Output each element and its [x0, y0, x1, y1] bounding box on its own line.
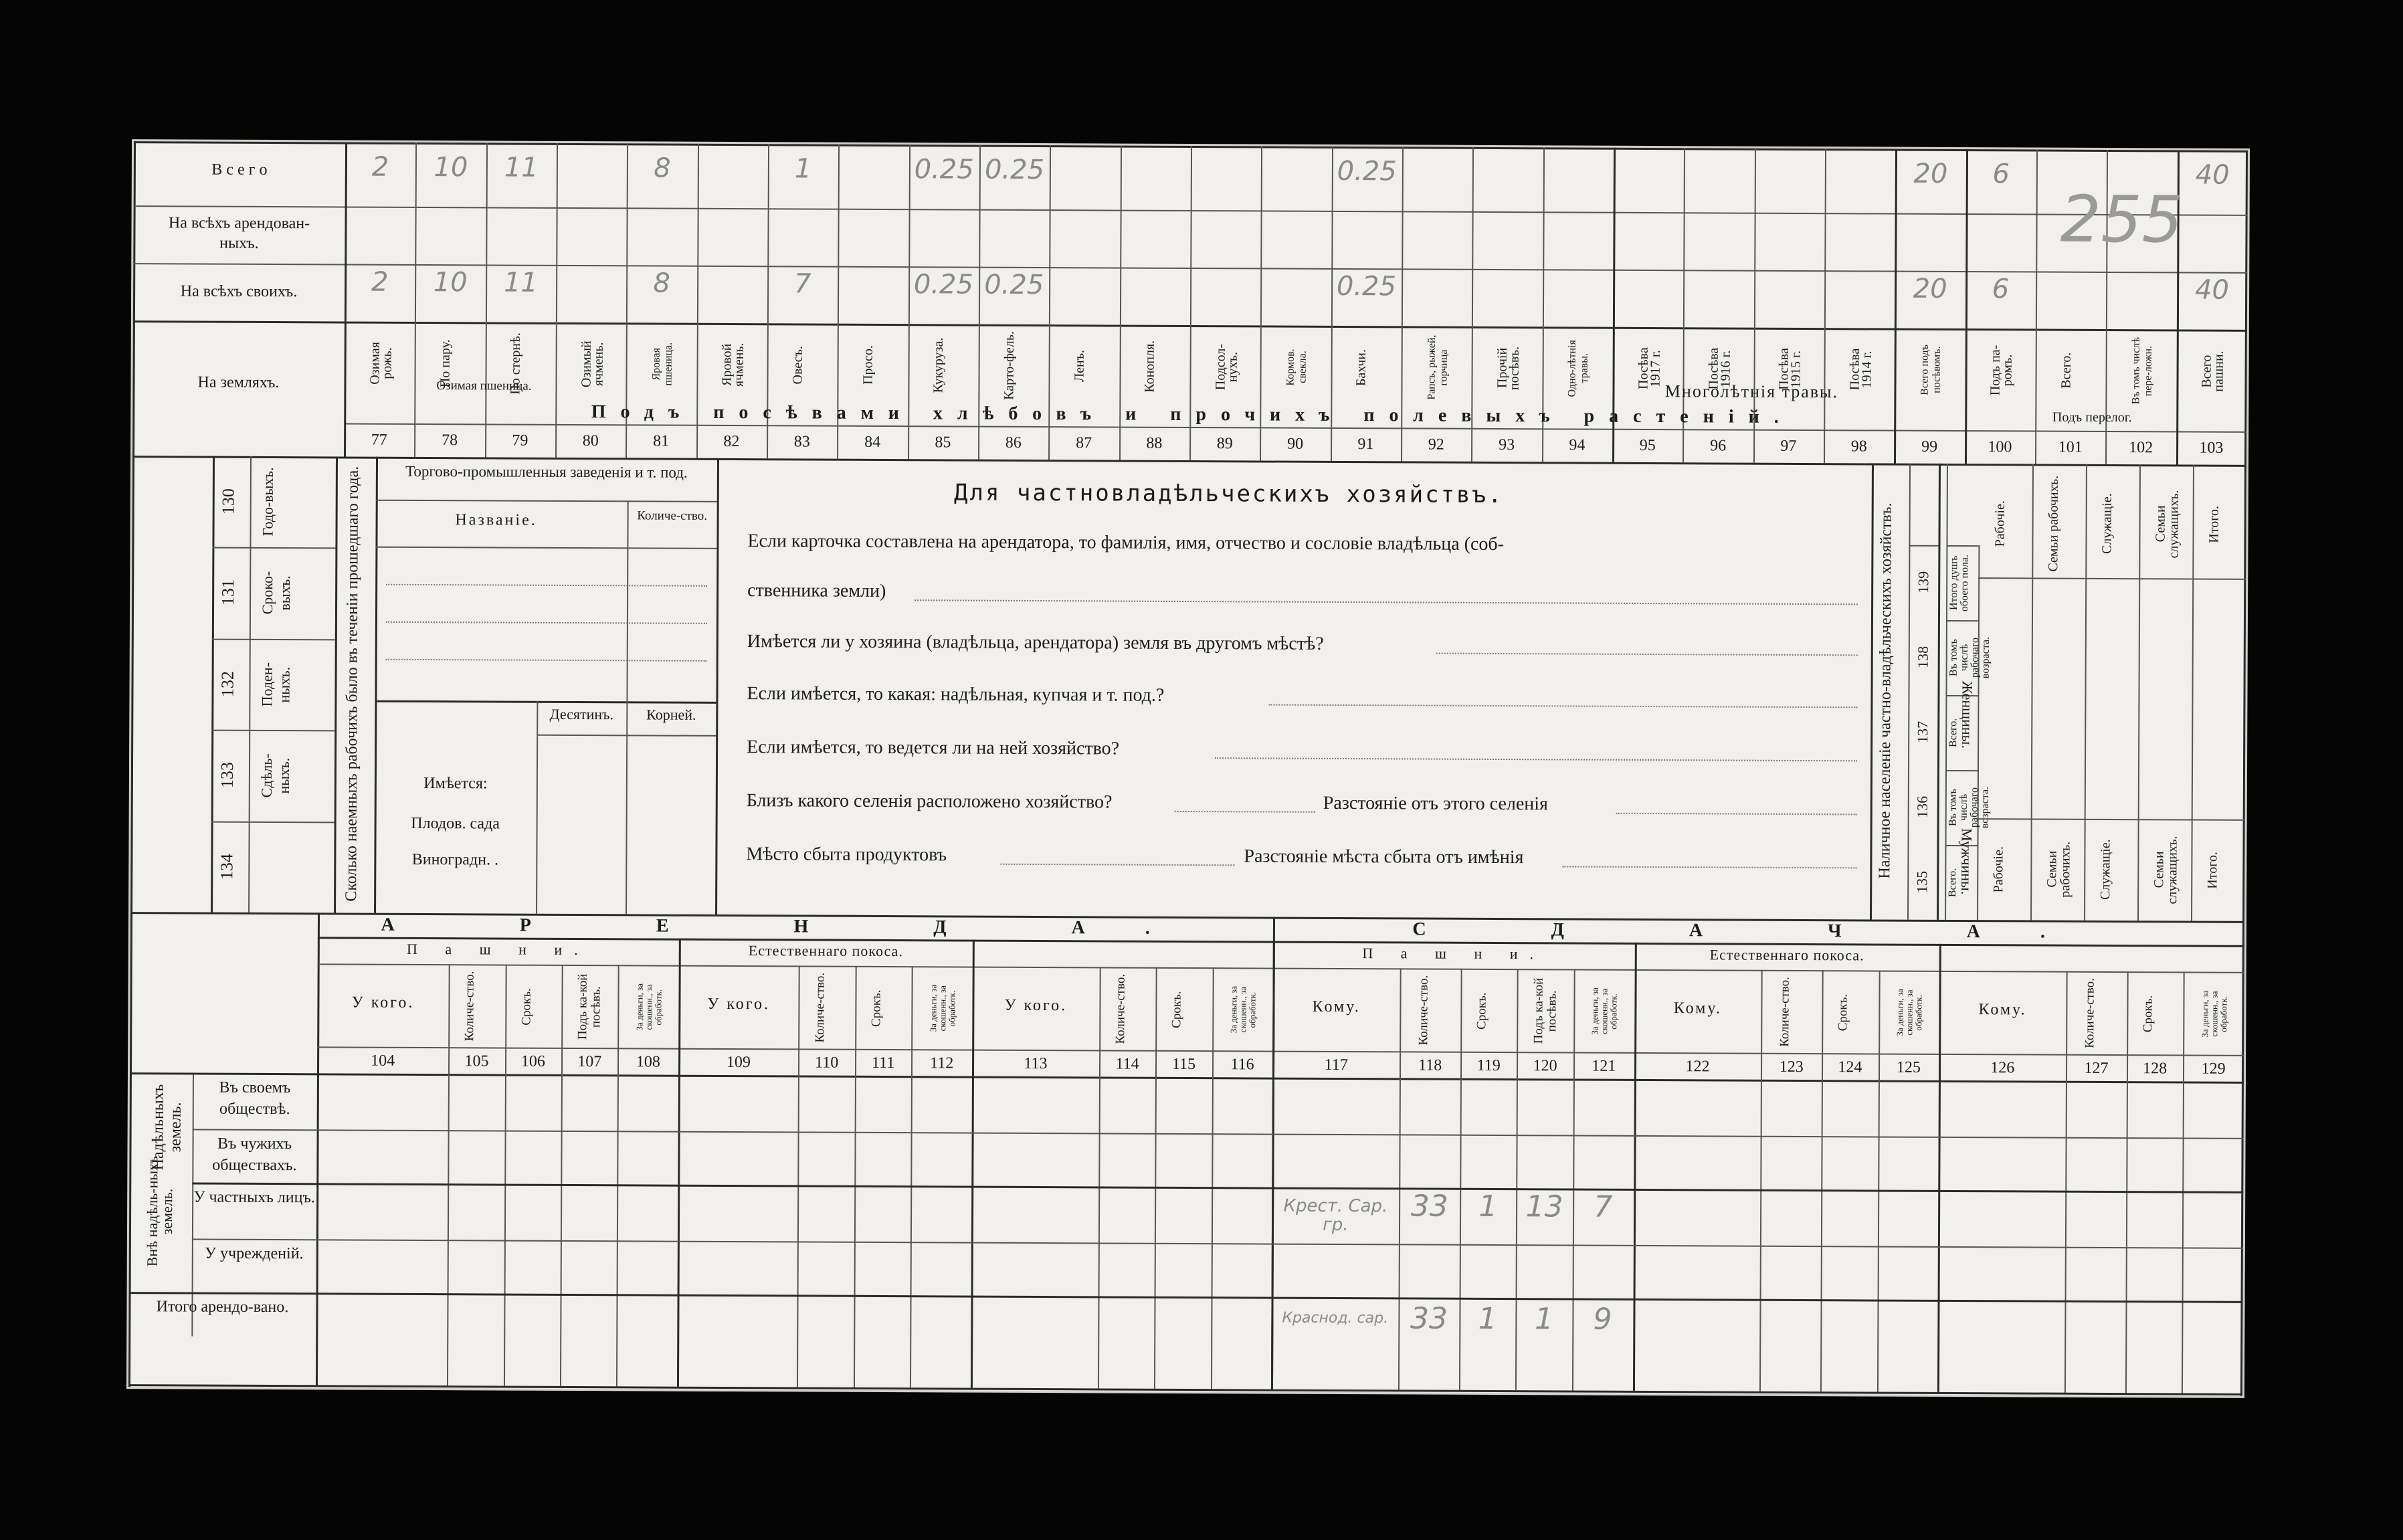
crop-column-header: Всего подъ посѣвомъ.: [1919, 344, 1943, 395]
arenda-col-header: За деньги, за скошенн., за обработк.: [2199, 990, 2229, 1038]
arenda-col-number: 121: [1592, 1057, 1616, 1075]
dotted-line: [1436, 653, 1858, 656]
arenda-col-header: Кому.: [1312, 997, 1361, 1016]
rule: [2084, 464, 2087, 921]
rule: [1211, 967, 1214, 1389]
rule: [504, 965, 507, 1386]
rule: [1870, 463, 1874, 919]
rule: [1877, 971, 1880, 1392]
crop-column-number: 92: [1428, 436, 1444, 454]
arenda-col-number: 126: [1990, 1059, 2015, 1077]
ozimaya-pshenitsa: Озимая пшеница.: [436, 379, 532, 393]
handwritten-svoi-value: 2: [371, 266, 389, 298]
rule: [1515, 969, 1519, 1390]
arenda-col-number: 112: [930, 1054, 954, 1072]
rule: [2182, 971, 2185, 1393]
handwritten-svoi-value: 20: [1913, 273, 1947, 304]
border-left: [128, 141, 136, 1387]
crop-column-header: Всего пашни.: [2199, 350, 2227, 392]
worker-col-number: 132: [217, 671, 237, 698]
rule: [910, 966, 913, 1387]
handwritten-itogo-entry: 1: [1534, 1302, 1554, 1337]
row-label-arend-2: ныхъ.: [219, 234, 259, 252]
population-right-top-label: Семьи рабочихъ.: [2046, 475, 2061, 572]
worker-col-number: 134: [217, 853, 237, 880]
rule: [192, 1239, 2243, 1249]
crop-column-header: Подсол-нухъ.: [1213, 343, 1240, 390]
rule: [211, 821, 334, 823]
rule: [626, 500, 628, 701]
population-right-bottom-label: Рабочіе.: [1991, 846, 2006, 892]
q3: Если имѣется, то какая: надѣльная, купчая и т. под.?: [747, 683, 1165, 706]
rule: [211, 456, 215, 912]
crop-column-header: Всего.: [2058, 352, 2074, 389]
rule: [1098, 967, 1101, 1388]
population-col-number: 137: [1914, 721, 1931, 744]
row-label-vsego: В с е г о: [211, 161, 268, 179]
arenda-col-number: 105: [464, 1052, 489, 1070]
arenda-row-label: Въ своемъ обществѣ.: [219, 1078, 291, 1119]
population-col-number: 136: [1913, 796, 1931, 819]
crop-column-number: 100: [1988, 438, 2012, 456]
arenda-col-number: 109: [726, 1053, 751, 1072]
population-right-bottom-label: Семьи рабочихъ.: [2044, 841, 2073, 898]
crop-column-header: По пару.: [438, 339, 453, 388]
dotted-line: [386, 659, 707, 662]
dotted-line: [386, 584, 707, 587]
crop-column-number: 94: [1569, 436, 1585, 454]
handwritten-svoi-value: 0.25: [984, 269, 1044, 301]
pod-perelog: Подъ перелог.: [2052, 409, 2132, 425]
worker-col-label: Сдѣль-ныхъ.: [258, 753, 293, 798]
rule: [447, 964, 450, 1385]
handwritten-itogo-entry: 9: [1593, 1302, 1612, 1337]
crop-column-header: Конопля.: [1142, 340, 1158, 393]
crop-column-number: 95: [1639, 436, 1656, 455]
rule: [797, 965, 800, 1387]
population-right-bottom-label: Служащіе.: [2098, 839, 2113, 900]
handwritten-vsego-value: 6: [1992, 159, 2010, 190]
crop-column-number: 86: [1005, 434, 1022, 452]
handwritten-sdacha-entry: 33: [1410, 1189, 1448, 1224]
arenda-col-header: У кого.: [351, 993, 415, 1012]
arenda-row-label: Въ чужихъ обществахъ.: [212, 1135, 297, 1175]
crop-column-number: 90: [1287, 435, 1304, 453]
arenda-col-header: Срокъ.: [869, 989, 884, 1027]
rule: [212, 547, 335, 549]
desyatin-header: Десятинъ.: [549, 705, 614, 723]
q6b: Разстояніе мѣста сбыта отъ имѣнія: [1244, 846, 1524, 868]
arenda-col-header: За деньги, за скошенн., за обработк.: [1590, 987, 1619, 1035]
arenda-col-number: 106: [520, 1052, 545, 1070]
rule: [1459, 969, 1462, 1390]
crop-column-number: 80: [582, 432, 599, 450]
handwritten-svoi-value: 6: [1992, 274, 2010, 305]
dotted-line: [915, 599, 1858, 605]
crop-column-header: Въ томъ числѣ пере-ложн.: [2130, 337, 2154, 405]
population-sub-label: Всего.: [1947, 718, 1959, 747]
rule: [1820, 970, 1824, 1391]
handwritten-svoi-value: 40: [2194, 274, 2230, 306]
handwritten-sdacha-entry: Крест. Сар. гр.: [1283, 1195, 1388, 1236]
mnogoletnie-travy: Многолѣтнія травы.: [1664, 381, 1839, 402]
arenda-col-header: Количе-ство.: [1777, 977, 1792, 1048]
population-col-number: 139: [1915, 571, 1932, 594]
arenda-col-number: 115: [1171, 1055, 1196, 1074]
census-card: [128, 141, 2248, 1396]
arenda-col-header: Срокъ.: [1169, 991, 1185, 1028]
population-sub-label: Итого душъ обоего пола.: [1948, 554, 1971, 611]
rule: [1978, 818, 2245, 821]
handwritten-svoi-value: 0.25: [913, 269, 974, 300]
crop-column-header: Овесъ.: [790, 345, 805, 385]
crop-column-number: 87: [1076, 434, 1092, 452]
arenda-col-number: 108: [636, 1053, 660, 1071]
rule: [536, 701, 538, 914]
row-label-zemli: На земляхъ.: [197, 373, 280, 392]
rule: [560, 965, 563, 1386]
rule: [1154, 967, 1157, 1389]
handwritten-sdacha-entry: 7: [1594, 1189, 1613, 1224]
arenda-col-header: За деньги, за скошенн., за обработк.: [634, 983, 664, 1031]
crop-column-header: По стернѣ.: [508, 332, 524, 395]
rule: [1946, 620, 1978, 621]
rule: [626, 701, 628, 914]
worker-col-label: Сроко-выхъ.: [258, 571, 294, 615]
crop-column-number: 77: [371, 431, 387, 449]
arenda-col-number: 110: [815, 1054, 839, 1072]
arenda-col-number: 104: [371, 1052, 395, 1070]
crop-column-number: 82: [723, 432, 740, 451]
population-right-top-label: Семьи служащихъ.: [2153, 490, 2182, 559]
arenda-col-header: Количе-ство.: [2082, 978, 2097, 1049]
q5b: Разстояніе отъ этого селенія: [1323, 792, 1548, 815]
rule: [1572, 969, 1575, 1391]
handwritten-itogo-entry: 1: [1478, 1301, 1497, 1337]
q1a: Если карточка составлена на арендатора, то фамилія, имя, отчество и сословіе владѣльца (соб-: [747, 531, 1505, 555]
arenda-col-header: Кому.: [1673, 999, 1723, 1018]
handwritten-sdacha-entry: 13: [1525, 1189, 1563, 1224]
sowing-banner: Подъ посѣвами хлѣбовъ и прочихъ полевыхъ растеній.: [591, 401, 1794, 427]
crop-column-number: 93: [1499, 436, 1515, 454]
population-sub-label: Въ томъ числѣ рабочаго возраста.: [1947, 787, 1991, 829]
arenda-col-header: Срокъ.: [2141, 995, 2155, 1033]
crop-column-number: 101: [2058, 438, 2083, 456]
population-side-label: Наличное населеніе частно-владѣльческихъ хозяйствъ.: [1876, 502, 1895, 879]
arenda-col-header: Срокъ.: [519, 987, 534, 1026]
q6a: Мѣсто сбыта продуктовъ: [746, 844, 947, 866]
arenda-col-header: Количе-ство.: [1416, 975, 1431, 1046]
dotted-line: [1616, 813, 1857, 815]
q5a: Близъ какого селенія расположено хозяйство?: [746, 790, 1113, 813]
rule: [1946, 545, 1978, 547]
q4: Если имѣется, то ведется ли на ней хозяйство?: [747, 737, 1120, 759]
arenda-row-label: У частныхъ лицъ.: [193, 1188, 315, 1207]
crop-column-header: Посѣва 1916 г.: [1706, 348, 1733, 390]
handwritten-vsego-value: 2: [371, 151, 389, 183]
sad-label: Плодов. сада: [411, 814, 500, 833]
arenda-col-number: 116: [1230, 1056, 1254, 1074]
crop-column-number: 88: [1146, 434, 1163, 452]
trade-qty-header: Количе-ство.: [637, 508, 708, 523]
arenda-col-number: 117: [1324, 1056, 1349, 1074]
handwritten-vsego-value: 0.25: [914, 154, 974, 185]
rule: [715, 458, 719, 915]
crop-column-number: 81: [653, 432, 670, 450]
crop-column-header: Рапсъ, рыжей, горчица: [1426, 335, 1450, 401]
arenda-col-header: У кого.: [707, 995, 771, 1014]
group-header: Естественнаго покоса.: [748, 942, 903, 960]
rule: [318, 963, 2244, 973]
population-col-number: 135: [1913, 871, 1931, 894]
arenda-col-number: 118: [1418, 1056, 1442, 1074]
border-bottom: [128, 1384, 2242, 1395]
crop-column-number: 98: [1850, 438, 1867, 456]
dotted-line: [1175, 811, 1315, 813]
arenda-col-header: Подъ ка-кой посѣвъ.: [575, 973, 603, 1040]
rule: [1398, 968, 1402, 1389]
rule: [2030, 464, 2034, 921]
rule: [1945, 770, 1978, 771]
crop-column-number: 102: [2129, 439, 2153, 457]
worker-col-number: 130: [218, 488, 238, 515]
crop-column-number: 97: [1780, 437, 1797, 455]
rule: [212, 638, 335, 640]
population-right-top-label: Итого.: [2206, 505, 2222, 543]
population-right-bottom-label: Семьи служащихъ.: [2151, 836, 2180, 904]
rule: [2191, 465, 2194, 921]
crop-column-header: Карто-фель.: [1001, 331, 1017, 401]
crop-column-header: Яровая пшеница.: [650, 343, 674, 387]
arenda-row-label: Итого арендо-вано.: [156, 1298, 289, 1317]
arenda-col-header: Количе-ство.: [1113, 974, 1128, 1044]
arenda-col-number: 123: [1779, 1058, 1804, 1076]
arenda-col-header: У кого.: [1004, 996, 1068, 1015]
crop-column-header: Кормов. свекла.: [1284, 348, 1309, 386]
handwritten-vsego-value: 11: [504, 152, 539, 183]
q1b: ственника земли): [747, 580, 886, 602]
crop-column-header: Одно-лѣтнія травы.: [1566, 339, 1591, 397]
population-right-bottom-label: Итого.: [2205, 851, 2220, 889]
arenda-col-number: 127: [2084, 1059, 2109, 1078]
handwritten-svoi-value: 0.25: [1336, 270, 1397, 302]
handwritten-vsego-value: 10: [434, 152, 468, 183]
worker-col-label: [258, 828, 325, 906]
population-right-top-label: Служащіе.: [2099, 493, 2115, 555]
crop-column-number: 99: [1921, 438, 1938, 456]
workers-side-label: Сколько наемныхъ рабочихъ было въ теченіи прошедшаго года.: [343, 466, 362, 902]
crop-column-header: Ленъ.: [1072, 350, 1087, 383]
rule: [1978, 577, 2246, 580]
rule: [192, 1183, 2243, 1193]
worker-col-number: 131: [218, 579, 238, 606]
private-heading: Для частновладѣльческихъ хозяйствъ.: [953, 479, 1504, 509]
arenda-col-header: Количе-ство.: [812, 973, 828, 1044]
crop-column-header: Прочій посѣвъ.: [1495, 346, 1522, 390]
rule: [375, 700, 716, 704]
crop-column-header: Озимая рожь.: [367, 341, 395, 385]
rule: [2064, 971, 2068, 1393]
rule: [1759, 970, 1763, 1391]
handwritten-svoi-value: 10: [433, 267, 468, 298]
handwritten-svoi-value: 8: [653, 268, 670, 299]
arenda-col-header: Подъ ка-кой посѣвъ.: [1531, 977, 1559, 1044]
worker-col-label: Поден-ныхъ.: [258, 662, 293, 707]
arenda-col-number: 120: [1533, 1057, 1557, 1075]
q2: Имѣется ли у хозяина (владѣльца, арендатора) земля въ другомъ мѣстѣ?: [747, 631, 1324, 654]
crop-column-header: Подъ па-ромъ.: [1988, 345, 2016, 396]
arenda-col-number: 125: [1896, 1058, 1921, 1076]
arenda-col-header: Количе-ство.: [462, 971, 478, 1042]
imeetsya-label: Имѣется:: [423, 775, 488, 793]
crop-column-number: 91: [1357, 436, 1374, 454]
crop-column-header: Посѣва 1915 г.: [1776, 348, 1804, 391]
dotted-line: [386, 621, 707, 624]
dotted-line: [1268, 704, 1857, 708]
row-label-svoikh: На всѣхъ своихъ.: [180, 282, 298, 301]
arenda-col-number: 114: [1115, 1055, 1139, 1073]
handwritten-itogo-entry: 33: [1410, 1301, 1448, 1336]
crop-column-header: Кукуруза.: [931, 337, 947, 393]
trade-name-header: Названіе.: [455, 511, 537, 529]
arenda-col-header: Срокъ.: [1474, 992, 1489, 1030]
group-header: П а ш н и.: [406, 940, 590, 959]
handwritten-vsego-value: 8: [654, 153, 671, 184]
rule: [211, 730, 334, 732]
rule: [1977, 545, 1980, 920]
arenda-col-header: Кому.: [1978, 1001, 2027, 1019]
crop-column-header: Бахчи.: [1353, 349, 1369, 386]
crop-column-header: Просо.: [860, 345, 876, 385]
arenda-col-number: 111: [871, 1054, 895, 1072]
arenda-row-label: У учрежденій.: [205, 1244, 304, 1263]
rule: [248, 456, 252, 912]
rule: [616, 965, 619, 1386]
dotted-line: [1000, 864, 1234, 866]
rule: [1909, 545, 1938, 547]
arenda-col-number: 129: [2201, 1060, 2226, 1078]
handwritten-corner-number: 255: [2060, 181, 2184, 258]
arenda-col-number: 128: [2143, 1060, 2168, 1078]
group-header: П а ш н и.: [1362, 945, 1546, 963]
population-sub-label: Всего.: [1947, 868, 1959, 897]
arenda-col-header: Срокъ.: [1836, 993, 1850, 1032]
population-col-number: 138: [1914, 646, 1931, 669]
handwritten-vsego-value: 40: [2195, 159, 2230, 191]
crop-column-number: 85: [935, 434, 951, 452]
rule: [375, 547, 716, 549]
sdacha-title: С Д А Ч А.: [1412, 919, 2105, 943]
rule: [376, 500, 717, 502]
rule: [1907, 464, 1911, 920]
crop-column-number: 79: [512, 431, 528, 450]
crop-column-number: 83: [793, 433, 810, 451]
nadel-label: Надѣльныхъ земель.: [149, 1084, 185, 1171]
group-header: Естественнаго покоса.: [1709, 946, 1864, 964]
rule: [129, 1292, 2243, 1303]
population-right-top-label: Рабочіе.: [1992, 500, 2008, 547]
row-label-arend: На всѣхъ арендован-: [168, 214, 310, 233]
worker-col-label: Годо-выхъ.: [259, 467, 276, 537]
arenda-col-number: 107: [577, 1053, 602, 1071]
worker-col-number: 133: [217, 762, 237, 789]
rule: [2125, 971, 2129, 1393]
women-label: Женщины.: [1959, 680, 1976, 749]
arenda-col-number: 122: [1685, 1058, 1710, 1076]
arenda-col-header: За деньги, за скошенн., за обработк.: [1228, 986, 1258, 1034]
arenda-col-number: 119: [1476, 1056, 1501, 1075]
korney-header: Корней.: [646, 706, 696, 723]
crop-column-number: 78: [442, 431, 458, 450]
crop-column-header: Посѣва 1917 г.: [1636, 347, 1663, 390]
handwritten-vsego-value: 1: [794, 153, 812, 185]
rule: [854, 966, 857, 1387]
crop-column-number: 103: [2199, 439, 2224, 457]
arenda-col-header: За деньги, за скошенн., за обработк.: [927, 985, 957, 1032]
handwritten-vsego-value: 0.25: [1337, 155, 1397, 187]
handwritten-svoi-value: 7: [793, 268, 811, 300]
arenda-title: А Р Е Н Д А.: [381, 914, 1210, 939]
handwritten-svoi-value: 11: [503, 267, 539, 298]
arenda-col-number: 124: [1838, 1058, 1862, 1076]
rule: [2137, 464, 2141, 921]
trade-title: Торгово-промышленныя заведенія и т. под.: [405, 462, 688, 481]
vnenadel-label: Внѣ надѣль-ныхъ земель.: [143, 1156, 176, 1267]
handwritten-sdacha-entry: 1: [1478, 1189, 1498, 1224]
handwritten-itogo-entry: Краснод. сар.: [1282, 1309, 1389, 1327]
crop-column-header: Посѣва 1914 г.: [1847, 348, 1875, 391]
handwritten-vsego-value: 0.25: [984, 154, 1045, 186]
rule: [1937, 464, 1941, 920]
population-sub-label: Въ томъ числѣ рабочаго возраста.: [1947, 637, 1992, 679]
crop-column-header: Озимый ячмень.: [579, 341, 606, 388]
crop-column-header: Яровой ячмень.: [719, 343, 747, 387]
crop-column-number: 89: [1216, 435, 1233, 453]
border-right: [2240, 151, 2248, 1396]
dotted-line: [1215, 757, 1857, 761]
dotted-line: [1562, 866, 1856, 868]
rule: [193, 1129, 2244, 1139]
men-label: Мужчины.: [1958, 828, 1976, 895]
crop-column-number: 84: [864, 433, 881, 451]
vinograd-label: Виноградн. .: [411, 850, 499, 869]
arenda-col-number: 113: [1024, 1054, 1048, 1073]
crop-column-number: 96: [1710, 437, 1727, 455]
arenda-col-header: За деньги, за скошенн., за обработк.: [1895, 989, 1924, 1036]
handwritten-vsego-value: 20: [1913, 158, 1948, 189]
rule: [334, 456, 338, 912]
